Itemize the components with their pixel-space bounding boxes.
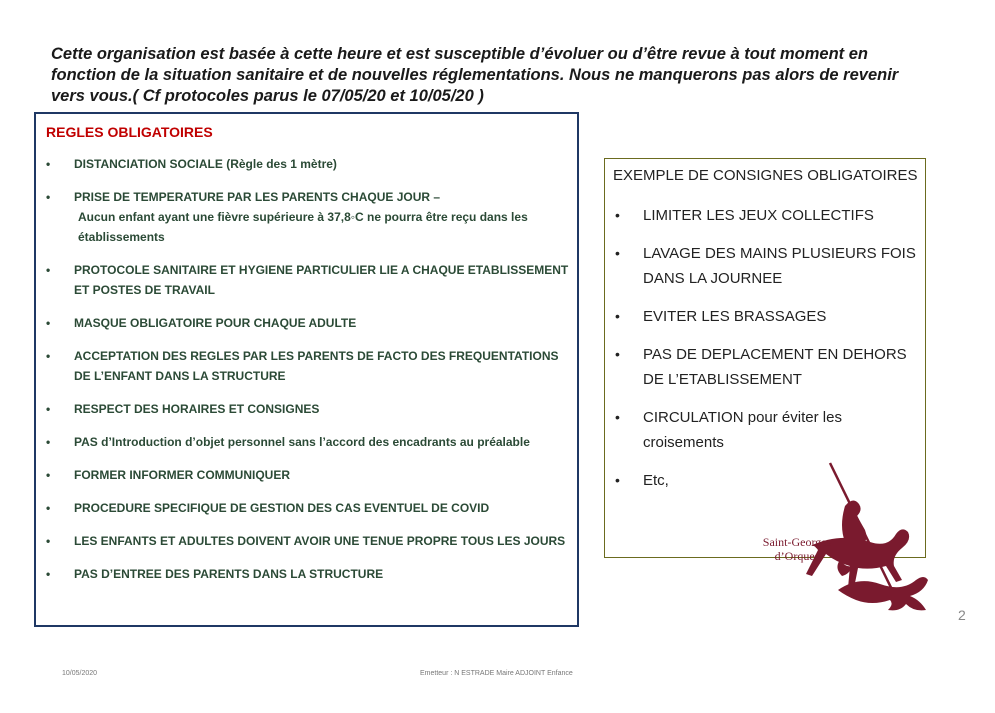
rule-item [42,399,572,419]
bullet-icon: • [615,409,620,425]
rule-item [42,498,572,518]
rule-item [42,313,572,333]
mandatory-rules-list [42,154,572,597]
logo-caption [752,535,842,563]
rule-item [42,187,572,247]
instruction-item [613,241,918,291]
rule-text: PRISE DE TEMPERATURE PAR LES PARENTS CHAQUE JOUR – [74,190,441,204]
rule-text: PAS d’Introduction d’objet personnel sans l’accord des encadrants au préalable [74,435,530,449]
rule-text: PAS D’ENTREE DES PARENTS DANS LA STRUCTURE [74,567,384,581]
instruction-text: PAS DE DEPLACEMENT EN DEHORS DE L’ETABLISSEMENT [643,346,907,388]
rule-text: FORMER INFORMER COMMUNIQUER [74,468,290,482]
bullet-icon: • [615,207,620,223]
rule-item [42,260,572,300]
bullet-icon: • [46,567,51,581]
rule-text: ACCEPTATION DES REGLES PAR LES PARENTS DE FACTO DES FREQUENTATIONS DE L’ENFANT DANS LA STRUCTURE [74,349,559,383]
instruction-item [613,203,918,228]
bullet-icon: • [615,308,620,324]
bullet-icon: • [46,435,51,449]
mandatory-rules-title: REGLES OBLIGATOIRES [46,124,213,140]
bullet-icon: • [615,472,620,488]
rule-text: DISTANCIATION SOCIALE (Règle des 1 mètre) [74,157,337,171]
rule-item [42,432,572,452]
instruction-text: Etc, [643,472,669,489]
rule-text: PROTOCOLE SANITAIRE ET HYGIENE PARTICULIER LIE A CHAQUE ETABLISSEMENT ET POSTES DE TRAVAIL [74,263,569,297]
page-number: 2 [958,607,966,623]
bullet-icon: • [615,245,620,261]
footer-date: 10/05/2020 [62,670,98,677]
bullet-icon: • [46,501,51,515]
rule-text: MASQUE OBLIGATOIRE POUR CHAQUE ADULTE [74,316,357,330]
bullet-icon: • [46,316,51,330]
bullet-icon: • [46,263,51,277]
rule-item [42,154,572,174]
bullet-icon: • [615,346,620,362]
rule-item [42,465,572,485]
bullet-icon: • [46,402,51,416]
example-instructions-title: EXEMPLE DE CONSIGNES OBLIGATOIRES [613,167,918,184]
instruction-text: CIRCULATION pour éviter les croisements [643,409,842,451]
bullet-icon: • [46,349,51,363]
intro-paragraph: Cette organisation est basée à cette heure et est susceptible d’évoluer ou d’être revue à tout moment en fonction de la situation sanitaire et de nouvelles réglementations. Nous ne manquerons pas alors de revenir vers vous.( Cf protocoles parus le 07/05/20 et 10/05/20 ) [51,45,899,105]
rule-subtext: Aucun enfant ayant une fièvre supérieure à 37,8◦C ne pourra être reçu dans les établissements [78,210,528,244]
instruction-item [613,405,918,455]
logo-line-1: Saint-Georges [762,535,832,549]
mandatory-rules-box [34,112,579,627]
footer-emitter: Emetteur : N ESTRADE Maire ADJOINT Enfance [420,670,573,677]
instruction-item [613,342,918,392]
instruction-text: EVITER LES BRASSAGES [643,308,827,325]
rule-text: PROCEDURE SPECIFIQUE DE GESTION DES CAS EVENTUEL DE COVID [74,501,490,515]
rule-item [42,346,572,386]
bullet-icon: • [46,468,51,482]
bullet-icon: • [46,157,51,171]
instruction-text: LAVAGE DES MAINS PLUSIEURS FOIS DANS LA JOURNEE [643,245,916,287]
logo-line-2: d’Orques [774,549,820,563]
rule-item [42,531,572,551]
rule-item [42,564,572,584]
instruction-item [613,304,918,329]
rule-text: LES ENFANTS ET ADULTES DOIVENT AVOIR UNE TENUE PROPRE TOUS LES JOURS [74,534,566,548]
rule-text: RESPECT DES HORAIRES ET CONSIGNES [74,402,320,416]
bullet-icon: • [46,190,51,204]
bullet-icon: • [46,534,51,548]
instruction-text: LIMITER LES JEUX COLLECTIFS [643,207,874,224]
